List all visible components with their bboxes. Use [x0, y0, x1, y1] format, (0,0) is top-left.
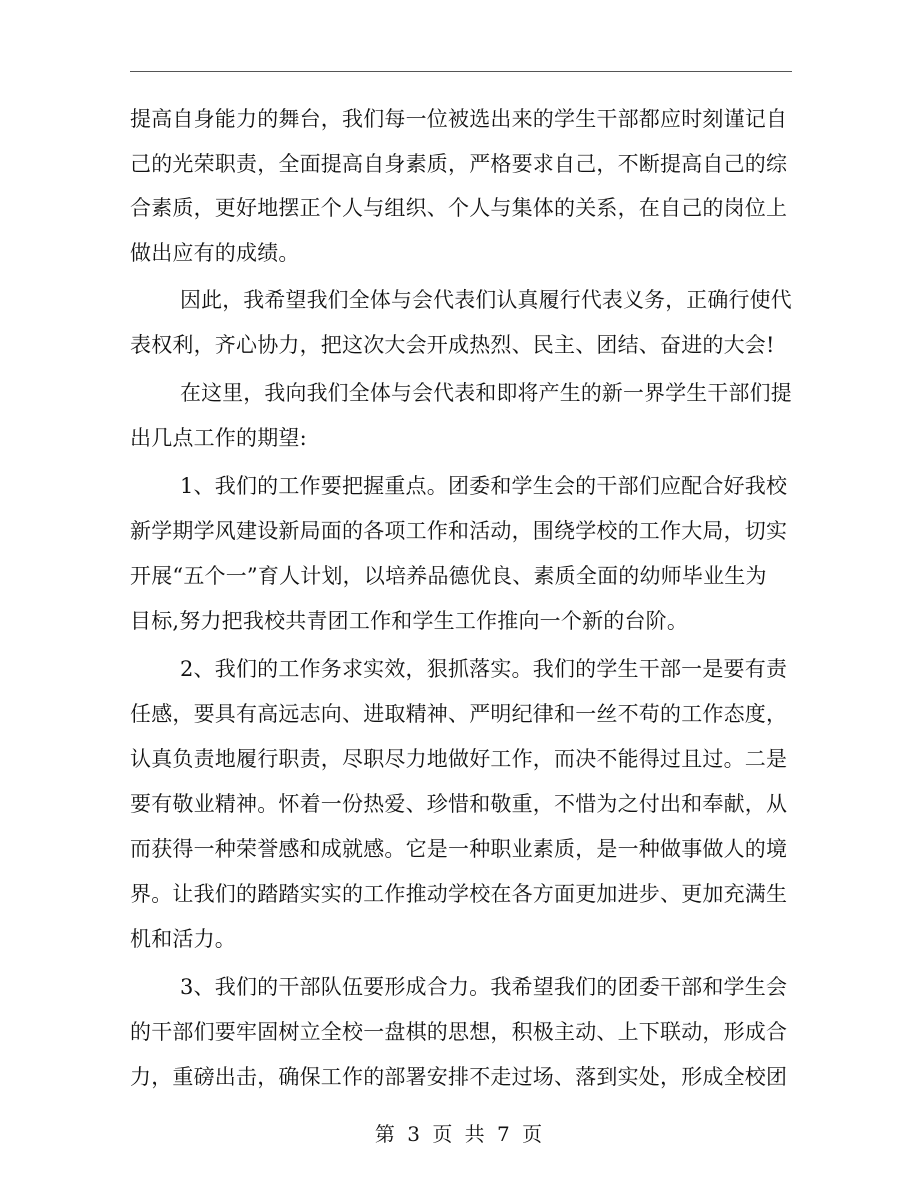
- page-number: 第 3 页 共 7 页: [374, 1122, 546, 1146]
- text-line: 2、我们的工作务求实效，狠抓落实。我们的学生干部一是要有责: [180, 657, 788, 681]
- text-line: 机和活力。: [130, 927, 236, 951]
- text-line: 目标,努力把我校共青团工作和学生工作推向一个新的台阶。: [130, 609, 689, 633]
- text-line: 而获得一种荣誉感和成就感。它是一种职业素质，是一种做事做人的境: [130, 837, 788, 861]
- text-line: 在这里，我向我们全体与会代表和即将产生的新一界学生干部们提: [180, 381, 792, 405]
- text-line: 提高自身能力的舞台，我们每一位被选出来的学生干部都应时刻谨记自: [130, 107, 788, 131]
- text-line: 己的光荣职责，全面提高自身素质，严格要求自己，不断提高自己的综: [130, 152, 788, 176]
- text-line: 界。让我们的踏踏实实的工作推动学校在各方面更加进步、更加充满生: [130, 882, 788, 906]
- text-line: 出几点工作的期望:: [130, 426, 307, 450]
- header-rule: [130, 71, 792, 72]
- text-line: 的干部们要牢固树立全校一盘棋的思想，积极主动、上下联动，形成合: [130, 1020, 788, 1044]
- text-line: 因此，我希望我们全体与会代表们认真履行代表义务，正确行使代: [180, 288, 792, 312]
- text-line: 合素质，更好地摆正个人与组织、个人与集体的关系，在自己的岗位上: [130, 196, 788, 220]
- text-line: 做出应有的成绩。: [130, 241, 300, 265]
- text-line: 新学期学风建设新局面的各项工作和活动，围绕学校的工作大局，切实: [130, 519, 788, 543]
- text-line: 1、我们的工作要把握重点。团委和学生会的干部们应配合好我校: [180, 474, 788, 498]
- text-line: 要有敬业精神。怀着一份热爱、珍惜和敬重，不惜为之付出和奉献，从: [130, 792, 788, 816]
- text-line: 开展“五个一”育人计划，以培养品德优良、素质全面的幼师毕业生为: [130, 564, 767, 588]
- text-line: 3、我们的干部队伍要形成合力。我希望我们的团委干部和学生会: [180, 975, 788, 999]
- text-line: 表权利，齐心协力，把这次大会开成热烈、民主、团结、奋进的大会!: [130, 333, 775, 357]
- text-line: 任感，要具有高远志向、进取精神、严明纪律和一丝不苟的工作态度，: [130, 702, 788, 726]
- text-line: 力，重磅出击，确保工作的部署安排不走过场、落到实处，形成全校团: [130, 1065, 788, 1089]
- text-line: 认真负责地履行职责，尽职尽力地做好工作，而决不能得过且过。二是: [130, 747, 788, 771]
